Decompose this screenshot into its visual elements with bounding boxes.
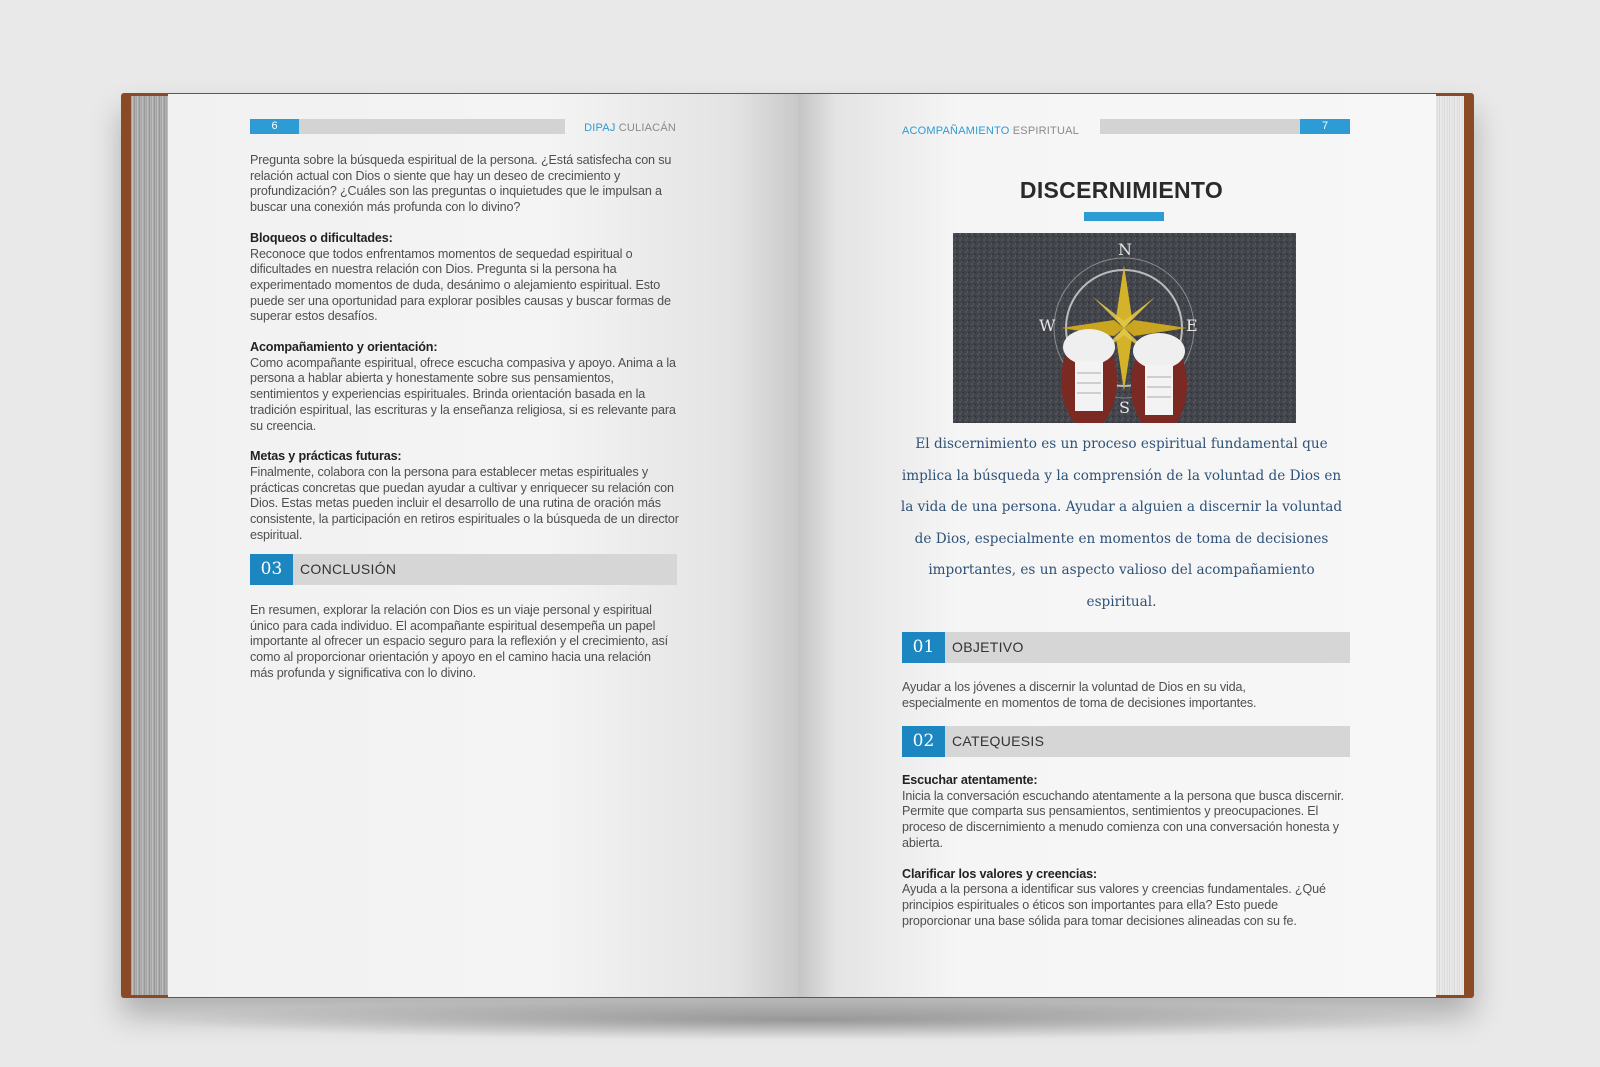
block-heading: Metas y prácticas futuras: [250,449,402,464]
block-text: Ayuda a la persona a identificar sus valores y creencias fundamentales. ¿Qué principios espirituales o éticos son importantes para ella? Esto puede proporcionar una base sólida para tomar decisiones alineadas con su fe. [902,882,1326,928]
block-text: Finalmente, colabora con la persona para establecer metas espirituales y prácticas concretas que puedan ayudar a cultivar y enriquecer su relación con Dios. Estas metas pueden incluir el desarrollo de una rutina de oración más consistente, la participación en retiros espirituales o la búsqueda de un director espiritual. [250,464,679,542]
page-edges-right [1434,96,1464,995]
compass-photo [953,233,1296,423]
compass-e-label: E [1186,316,1198,335]
compass-photo-art [953,233,1296,423]
page-title: DISCERNIMIENTO [1019,177,1224,203]
section-conclusion-header [250,554,677,585]
intro-paragraph: El discernimiento es un proceso espiritual fundamental que implica la búsqueda y la comprensión de la voluntad de Dios en la vida de una persona. Ayudar a alguien a discernir la voluntad de Dios, especialmente en momentos de toma de decisiones importantes, es un aspecto valioso del acompañamiento espiritual. [900,436,1343,610]
block-acompanamiento [250,340,680,434]
section-label: CATEQUESIS [952,733,1045,749]
section-number: 01 [902,632,945,663]
book-shadow [140,1000,1470,1040]
intro-paragraph: Pregunta sobre la búsqueda espiritual de la persona. ¿Está satisfecha con su relación actual con Dios o siente que hay un deseo de crecimiento y profundización? ¿Cuáles son las preguntas o inquietudes que le impulsan a buscar una conexión más profunda con lo divino? [250,153,672,215]
objective-text: Ayudar a los jóvenes a discernir la voluntad de Dios en su vida, especialmente en momentos de toma de decisiones importantes. [902,680,1257,710]
running-header-accent: DIPAJ [584,122,616,134]
running-header-accent: ACOMPAÑAMIENTO [902,125,1010,137]
block-heading: Escuchar atentamente: [902,773,1038,787]
block-metas [250,449,680,543]
running-header [584,122,676,134]
page-number: 7 [1300,119,1350,134]
compass-s-label: S [1119,398,1130,417]
section-catequesis-header [902,726,1350,757]
section-number: 03 [250,554,293,585]
left-sneaker [1061,329,1117,423]
compass-w-label: W [1039,316,1056,335]
page-edges-left [131,96,171,995]
page-number: 6 [250,119,299,134]
block-heading: Acompañamiento y orientación: [250,340,438,355]
compass-n-label: N [1118,240,1132,259]
block-heading: Bloqueos o dificultades: [250,230,393,245]
block-escuchar [902,773,1347,852]
block-text: Inicia la conversación escuchando atentamente a la persona que busca discernir. Permite que comparta sus pensamientos, sentimientos y preocupaciones. El proceso de discernimiento a menudo comienza con una conversación honesta y abierta. [902,788,1344,850]
right-page [798,94,1436,997]
left-page [168,94,798,997]
section-label: CONCLUSIÓN [300,561,397,577]
running-header-rest: ESPIRITUAL [1009,125,1079,137]
section-number: 02 [902,726,945,757]
conclusion-text: En resumen, explorar la relación con Dios es un viaje personal y espiritual único para cada individuo. El acompañante espiritual desempeña un papel importante al ofrecer un espacio seguro para la reflexión y el crecimiento, así como al proporcionar orientación y apoyo en el camino hacia una relación más profunda y significativa con lo divino. [250,603,668,680]
running-header-rest: CULIACÁN [615,122,676,134]
catequesis-body [902,773,1347,929]
block-text: Como acompañante espiritual, ofrece escucha compasiva y apoyo. Anima a la persona a hablar abierta y honestamente sobre sus pensamientos, sentimientos y experiencias espirituales. Brinda orientación basada en la tradición espiritual, las escrituras y la enseñanza religiosa, si es relevante para su creencia. [250,355,676,433]
left-body [250,153,680,543]
block-text: Reconoce que todos enfrentamos momentos de sequedad espiritual o dificultades en nuestra relación con Dios. Pregunta si la persona ha experimentado momentos de duda, desánimo o alejamiento espiritual. Esto puede ser una oportunidad para explorar posibles causas y buscar formas de superar estos desafíos. [250,246,671,324]
right-sneaker [1131,333,1187,423]
running-header [902,125,1079,137]
section-objetivo-header [902,632,1350,663]
block-clarificar [902,867,1347,930]
block-heading: Clarificar los valores y creencias: [902,866,1097,881]
block-bloqueos [250,231,680,325]
section-label: OBJETIVO [952,639,1024,655]
title-underline [1084,212,1164,221]
